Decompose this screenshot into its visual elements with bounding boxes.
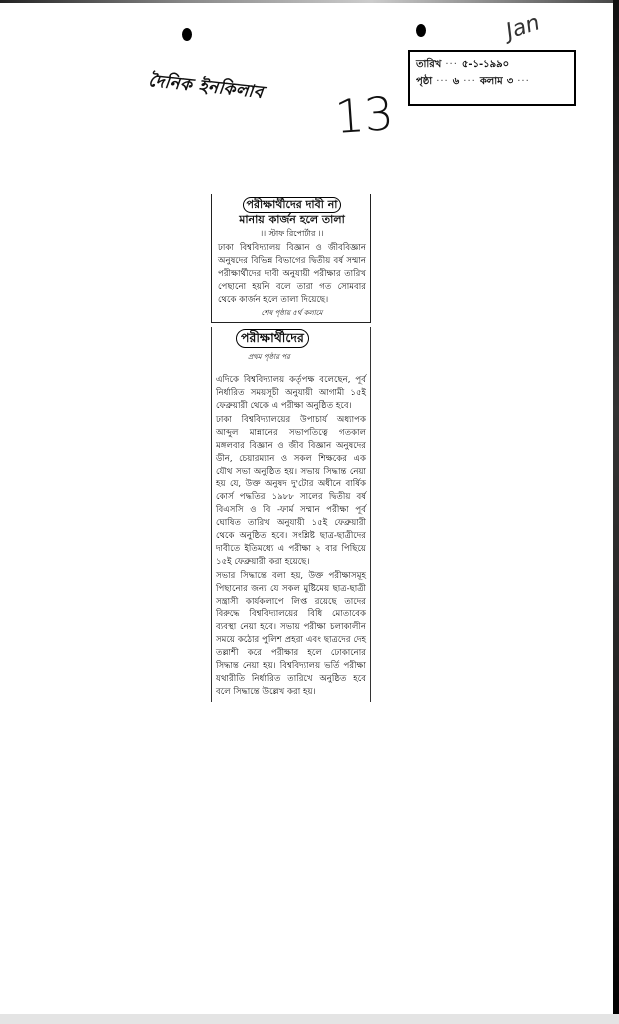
- headline-line-2: মানায় কার্জন হলে তালা: [239, 213, 345, 226]
- stamp-page-value: ৬: [452, 76, 460, 87]
- stamp-page-label: পৃষ্ঠা: [416, 76, 433, 87]
- newspaper-clipping: [211, 194, 371, 702]
- stamp-dots: ···: [463, 76, 476, 87]
- stamp-dots: ···: [517, 76, 530, 87]
- stamp-date-label: তারিখ: [416, 59, 442, 70]
- article-paragraph: এদিকে বিশ্ববিদ্যালয় কর্তৃপক্ষ বলেছেন, পূর্ব নির্ধারিত সময়সূচী অনুযায়ী আগামী ১৫ই ফেব্রুয়ারী থেকে এ পরীক্ষা অনুষ্ঠিত হবে।: [216, 375, 366, 411]
- newspaper-name: দৈনিক ইনকিলাব: [147, 71, 265, 104]
- scan-right-edge: [613, 0, 619, 1024]
- punch-hole-right: [416, 24, 426, 37]
- continued-note: শেষ পৃষ্ঠায় ৫র্থ কলামে: [261, 309, 323, 318]
- stamp-dots: ···: [436, 76, 449, 87]
- article-body: [216, 374, 366, 699]
- punch-hole-left: [182, 28, 192, 41]
- clipping-continuation-part: [211, 327, 371, 701]
- stamp-page-row: [416, 73, 568, 90]
- article-paragraph: ঢাকা বিশ্ববিদ্যালয়ের উপাচার্য অধ্যাপক আব্দুল মান্নানের সভাপতিত্বে গতকাল মঙ্গলবার বিজ্ঞান ও জীব বিজ্ঞান অনুষদের ডীন, চেয়ারম্যান ও সকল শিক্ষকের এক যৌথ সভা অনুষ্ঠিত হয়। সভায় সিদ্ধান্ত নেয়া হয় যে, উক্ত অনুষদ দু'টোর অধীনে বার্ষিক কোর্স পদ্ধতির ১৯৮৮ সালের দ্বিতীয় বর্ষ বিএসসি ও বি -ফার্ম সম্মান পরীক্ষা পূর্ব ঘোষিত তারিখ অনুযায়ী ১৫ই ফেব্রুয়ারী থেকে অনুষ্ঠিত হবে। সংশ্লিষ্ট ছাত্র-ছাত্রীদের দাবীতে ইতিমধ্যে এ পরীক্ষা ২ বার পিছিয়ে ১৫ই ফেব্রুয়ারী করা হয়েছে।: [216, 414, 366, 567]
- article-headline: [218, 197, 366, 227]
- clipping-front-part: [211, 194, 371, 323]
- stamp-date-value: ৫-১-১৯৯০: [461, 59, 510, 70]
- stamp-column-label: কলাম: [479, 76, 503, 87]
- continued-from-note: প্রথম পৃষ্ঠার পর: [248, 353, 290, 362]
- stamp-dots: ···: [445, 59, 458, 70]
- stamp-date-row: [416, 56, 568, 73]
- article-lead: ঢাকা বিশ্ববিদ্যালয় বিজ্ঞান ও জীববিজ্ঞান অনুষদের বিভিন্ন বিভাগের দ্বিতীয় বর্ষ সম্মান পরীক্ষার্থীদের দাবী অনুযায়ী পরীক্ষার তারিখ পেছানো হয়নি বলে তারা গত সোমবার থেকে কার্জন হলে তালা দিয়েছে।: [218, 242, 366, 305]
- continuation-heading: পরীক্ষার্থীদের: [236, 329, 309, 348]
- archive-stamp: [408, 50, 576, 106]
- headline-line-1: পরীক্ষার্থীদের দাবী না: [243, 197, 342, 213]
- handwritten-page-number: 13: [333, 86, 396, 144]
- article-paragraph: সভার সিদ্ধান্তে বলা হয়, উক্ত পরীক্ষাসমূহ পিছানোর জন্য যে সকল মুষ্টিমেয় ছাত্র-ছাত্রী সন্ত্রাসী কার্যকলাপে লিপ্ত রয়েছে তাদের বিরুদ্ধে বিশ্ববিদ্যালয়ের বিধি মোতাবেক ব্যবস্থা নেয়া হবে। সভায় পরীক্ষা চলাকালীন সময়ে কঠোর পুলিশ প্রহরা এবং ছাত্রদের দেহ তল্লাশী করে পরীক্ষার হলে ঢোকানোর সিদ্ধান্ত নেয়া হয়। বিশ্ববিদ্যালয় ভর্তি পরীক্ষা যথারীতি নির্ধারিত তারিখে অনুষ্ঠিত হবে বলে সিদ্ধান্তে উল্লেখ করা হয়।: [216, 570, 366, 697]
- article-byline: ।। স্টাফ রিপোর্টার ।।: [260, 229, 324, 238]
- scan-bottom-edge: [0, 1014, 619, 1024]
- stamp-column-value: ৩: [506, 76, 514, 87]
- scan-top-edge: [0, 0, 619, 3]
- handwritten-note: Jan: [502, 10, 543, 45]
